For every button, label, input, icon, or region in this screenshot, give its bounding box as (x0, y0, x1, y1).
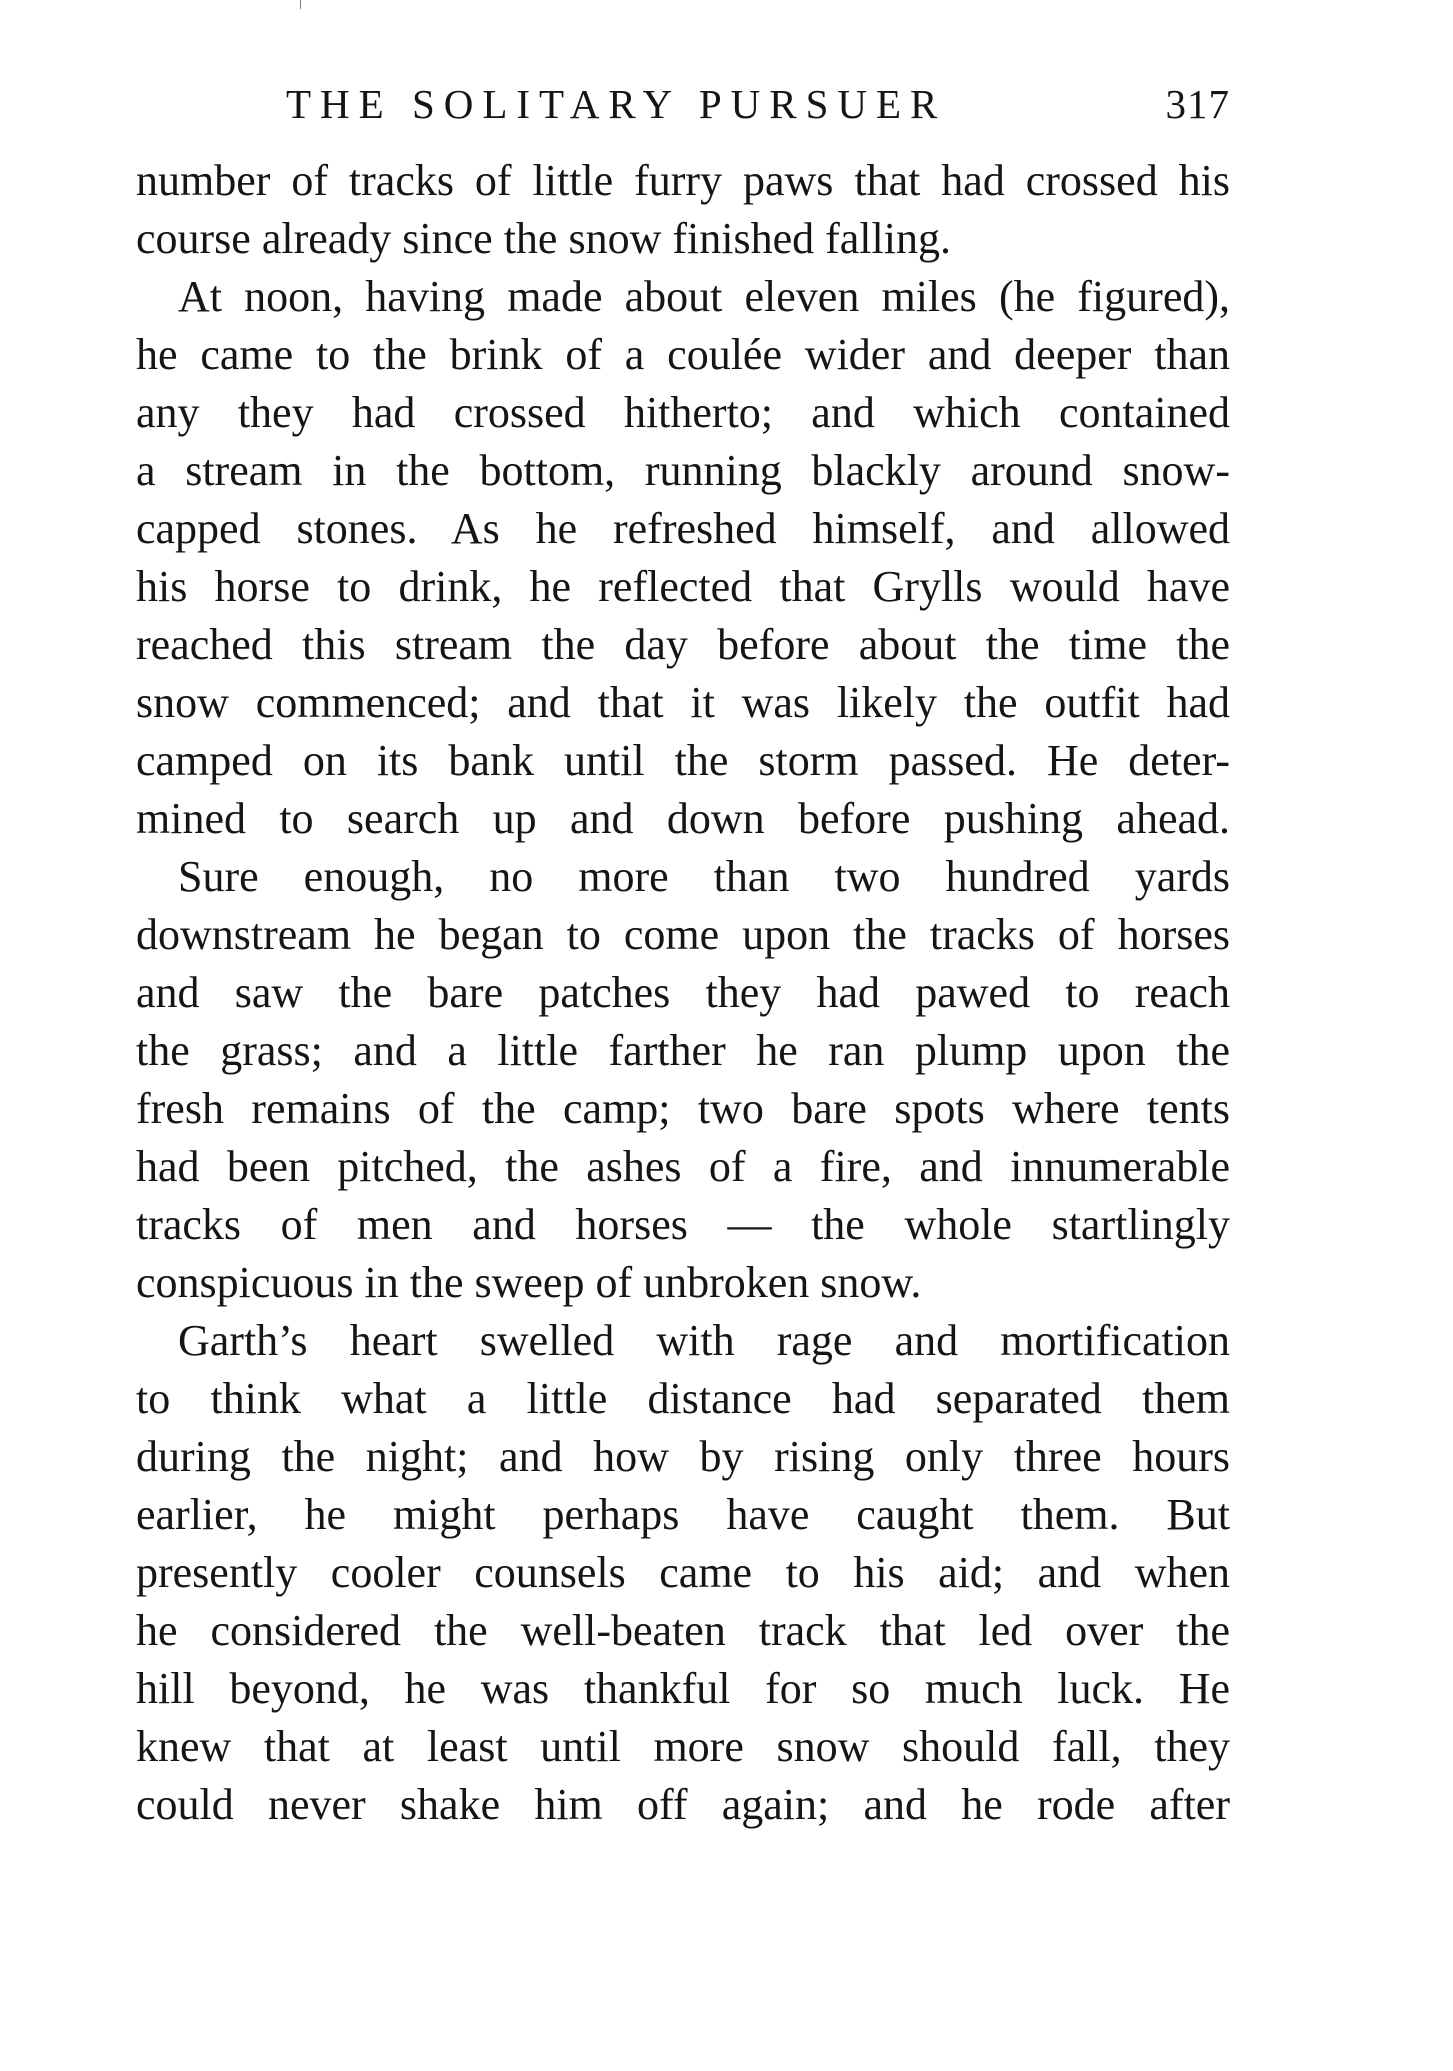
text-line: knew that at least until more snow should fall, they (136, 1722, 1230, 1771)
body-text (136, 152, 1230, 1834)
text-line: could never shake him off again; and he rode after (136, 1780, 1230, 1829)
stray-mark (300, 0, 301, 9)
text-line: his horse to drink, he reflected that Grylls would have (136, 562, 1230, 611)
text-line: reached this stream the day before about the time the (136, 620, 1230, 669)
text-line: camped on its bank until the storm passed. He deter- (136, 736, 1230, 785)
text-line: during the night; and how by rising only three hours (136, 1432, 1230, 1481)
text-line: presently cooler counsels came to his aid; and when (136, 1548, 1230, 1597)
text-line: hill beyond, he was thankful for so much luck. He (136, 1664, 1230, 1713)
text-line: the grass; and a little farther he ran plump upon the (136, 1026, 1230, 1075)
text-line: he considered the well-beaten track that led over the (136, 1606, 1230, 1655)
text-line: mined to search up and down before pushing ahead. (136, 794, 1230, 843)
text-line: course already since the snow finished falling. (136, 214, 951, 263)
text-line: number of tracks of little furry paws that had crossed his (136, 156, 1230, 205)
text-line: tracks of men and horses — the whole startlingly (136, 1200, 1230, 1249)
text-line: downstream he began to come upon the tracks of horses (136, 910, 1230, 959)
text-line: any they had crossed hitherto; and which contained (136, 388, 1230, 437)
page-number: 317 (1165, 81, 1230, 127)
text-line: Garth’s heart swelled with rage and mortification (178, 1316, 1230, 1365)
text-line: had been pitched, the ashes of a fire, and innumerable (136, 1142, 1230, 1191)
text-line: he came to the brink of a coulée wider and deeper than (136, 330, 1230, 379)
text-line: earlier, he might perhaps have caught them. But (136, 1490, 1230, 1539)
text-line: conspicuous in the sweep of unbroken snow. (136, 1258, 922, 1307)
text-line: Sure enough, no more than two hundred yards (178, 852, 1230, 901)
text-line: a stream in the bottom, running blackly around snow- (136, 446, 1230, 495)
text-line: snow commenced; and that it was likely the outfit had (136, 678, 1230, 727)
text-line: fresh remains of the camp; two bare spots where tents (136, 1084, 1230, 1133)
text-line: At noon, having made about eleven miles (he figured), (178, 272, 1230, 321)
text-line: to think what a little distance had separated them (136, 1374, 1230, 1423)
running-head (136, 74, 1230, 134)
running-title: THE SOLITARY PURSUER (286, 81, 947, 127)
text-line: capped stones. As he refreshed himself, and allowed (136, 504, 1230, 553)
text-line: and saw the bare patches they had pawed to reach (136, 968, 1230, 1017)
